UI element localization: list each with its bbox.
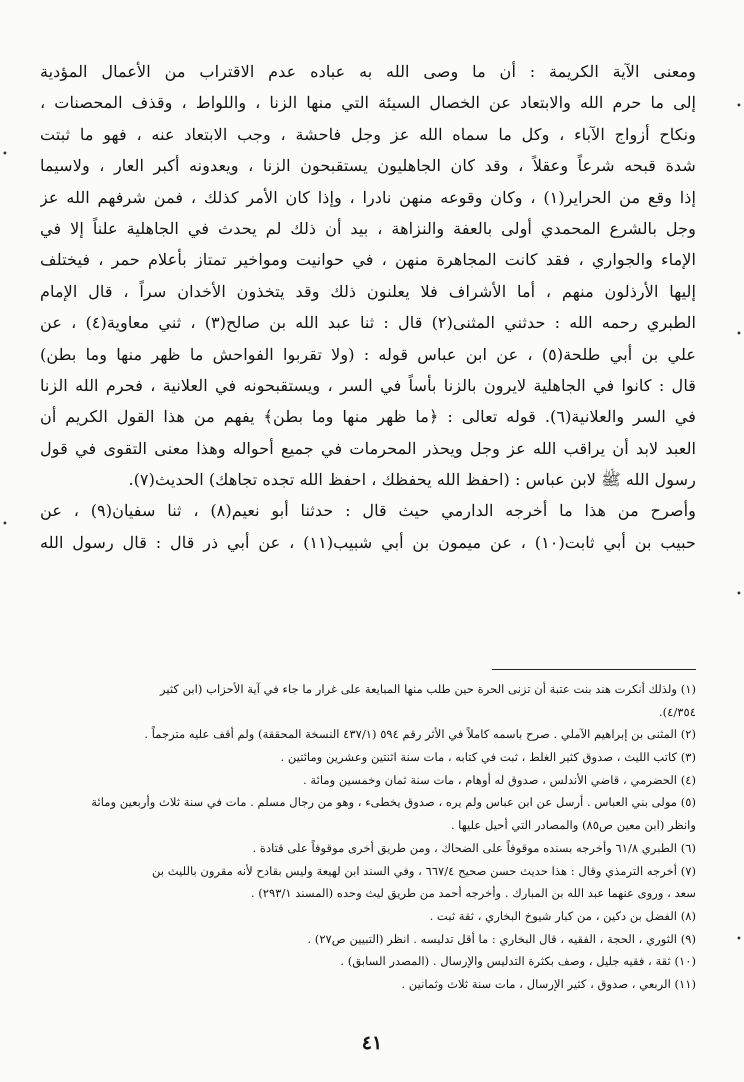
text-line: علي بن أبي طلحة(٥) ، عن ابن عباس قوله : (ولا تقربوا الفواحش ما ظهر منها وما بطن) bbox=[40, 344, 696, 364]
footnote-line: (٦) الطبري ٦١/٨ وأخرجه بسنده موقوفاً على الضحاك ، ومن طريق أخرى موقوفاً على قتادة . bbox=[252, 840, 696, 855]
footnote-line: سعد ، وروى عنهما عبد الله بن المبارك . وأخرجه أحمد من طريق ليث وحده (المسند ٢٩٣/١) . bbox=[250, 886, 696, 901]
text-line: شدة قبحه شرعاً وعقلاً ، وقد كان الجاهليون يستقبحون الزنا ، ويعدونه أكبر العار ، ولاسيما bbox=[40, 156, 696, 176]
text-line: قال : كانوا في الجاهلية لايرون بالزنا بأساً في السر ، ويستقبحونه في العلانية ، فحرم الله الزنا bbox=[40, 375, 696, 395]
text-line: إذا وقع من الحراير(١) ، وكان وقوعه منهن نادرا ، وإذا كان الأمر كذلك ، فمن شرفهم الله عز bbox=[40, 187, 696, 207]
text-line: ونكاح أزواج الآباء ، وكل ما سماه الله عز وجل فاحشة ، وجب الابتعاد عنه ، فهو ما ثبتت bbox=[40, 124, 696, 144]
text-line: الإماء والجواري ، فقد كانت المجاهرة منهن ، في حوانيت ومواخير تمتاز بأعلام حمر ، فيختلف bbox=[40, 250, 696, 270]
text-line: إليها الأرذلون منهم ، أما الأشراف فلا يعلنون ذلك وقد يتخذون الأخدان سراً ، قال الإمام bbox=[40, 281, 696, 301]
margin-dot-icon: • bbox=[736, 329, 742, 340]
text-line: وأصرح من هذا ما أخرجه الدارمي حيث قال : حدثنا أبو نعيم(٨) ، ثنا سفيان(٩) ، عن bbox=[40, 501, 696, 521]
footnote-line: ٤/٣٥٤). bbox=[658, 704, 696, 719]
main-text bbox=[40, 56, 696, 558]
text-line: رسول الله ﷺ لابن عباس : (احفظ الله يحفظك ، احفظ الله تجده تجاهك) الحديث(٧). bbox=[128, 470, 696, 490]
footnote-line: (٨) الفضل بن دكين ، من كبار شيوخ البخاري ، ثقة ثبت . bbox=[429, 908, 696, 923]
text-line: وجل بالشرع المحمدي أولى بالعفة والنزاهة ، بيد أن ذلك لم يحدث في الجاهلية علناً إلا في bbox=[40, 218, 696, 238]
footnote-line: (٢) المثنى بن إبراهيم الآملي . صرح باسمه كاملاً في الأثر رقم ٥٩٤ (٤٣٧/١ النسخة المحققة) ولم أقف عليه مترجماً . bbox=[144, 727, 696, 742]
footnote-line: (١) ولذلك أنكرت هند بنت عتبة أن تزنى الحرة حين طلب منها المبايعة على غرار ما جاء في آية الأحزاب (ابن كثير bbox=[159, 682, 696, 696]
text-line: حبيب بن أبي ثابت(١٠) ، عن ميمون بن أبي شبيب(١١) ، عن أبي ذر قال : قال رسول الله bbox=[40, 532, 696, 552]
margin-dot-icon: • bbox=[736, 589, 742, 600]
margin-dot-icon: • bbox=[2, 519, 8, 530]
footnote-line: (٤) الحضرمي ، قاضي الأندلس ، صدوق له أوهام ، مات سنة ثمان وخمسين ومائة . bbox=[303, 772, 696, 787]
footnote-line: (٧) أخرجه الترمذي وقال : هذا حديث حسن صحيح ٦٦٧/٤ ، وفي السند ابن لهيعة وليس بقادح لأنه مقرون بالليث بن bbox=[151, 863, 696, 878]
footnote-line: (٩) الثوري ، الحجة ، الفقيه ، قال البخاري : ما أقل تدليسه . انظر (التبيين ص٢٧) . bbox=[307, 931, 696, 946]
text-line: في السر والعلانية(٦). قوله تعالى : ﴿ما ظهر منها وما بطن﴾ يفهم من هذا القول الكريم أن bbox=[40, 407, 696, 427]
text-line: العبد لابد أن يراقب الله عز وجل ويحذر المحرمات في جميع أحواله وهذا معنى التقوى في قول bbox=[40, 438, 696, 458]
footnotes bbox=[26, 678, 696, 996]
text-line: إلى ما حرم الله والابتعاد عن الخصال السيئة التي منها الزنا ، واللواط ، وقذف المحصنات ، bbox=[40, 93, 696, 113]
margin-dot-icon: • bbox=[2, 149, 8, 160]
footnote-line: (١٠) ثقة ، فقيه جليل ، وصف بكثرة التدليس والإرسال . (المصدر السابق) . bbox=[340, 954, 696, 969]
text-line: ومعنى الآية الكريمة : أن ما وصى الله به عباده عدم الاقتراب من الأعمال المؤدية bbox=[40, 62, 696, 81]
margin-dot-icon: • bbox=[736, 934, 742, 945]
margin-dot-icon: • bbox=[736, 101, 742, 112]
footnote-line: (١١) الربعي ، صدوق ، كثير الإرسال ، مات سنة ثلاث وثمانين . bbox=[401, 976, 696, 991]
footnote-line: (٥) مولى بني العباس . أرسل عن ابن عباس ولم يره ، صدوق يخطىء ، وهو من رجال مسلم . مات في سنة ثلاث وأربعين ومائة bbox=[91, 795, 696, 810]
page-number: ٤١ bbox=[361, 1032, 383, 1054]
text-line: الطبري رحمه الله : حدثني المثنى(٢) قال : ثنا عبد الله بن صالح(٣) ، ثني معاوية(٤) ، عن bbox=[40, 313, 696, 333]
footnote-line: (٣) كاتب الليث ، صدوق كثير الغلط ، ثبت في كتابه ، مات سنة اثنتين وعشرين ومائتين . bbox=[280, 750, 696, 765]
footnote-separator bbox=[492, 669, 696, 670]
footnote-line: وانظر (ابن معين ص٨٥) والمصادر التي أحيل عليها . bbox=[450, 818, 696, 833]
